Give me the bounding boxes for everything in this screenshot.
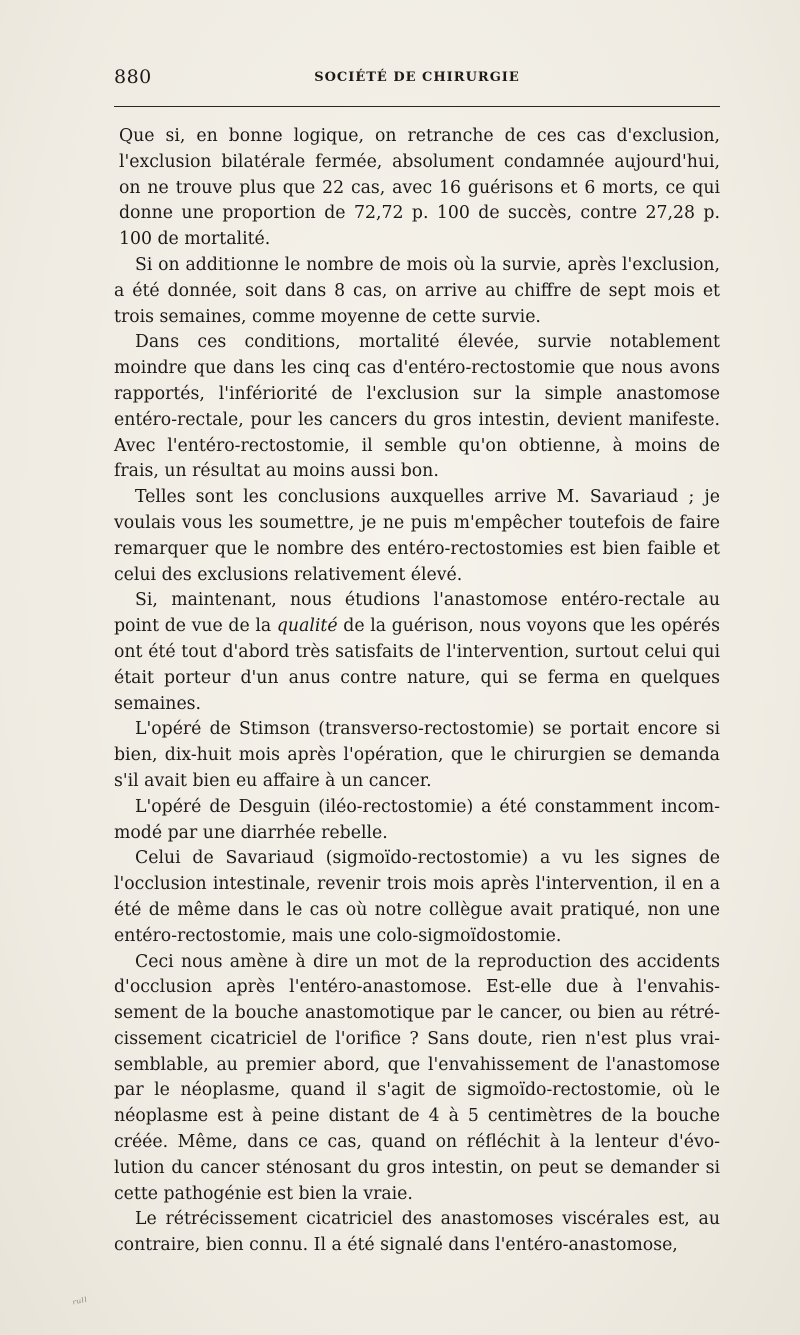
paragraph-1: Que si, en bonne logique, on retranche de ces cas d'exclusion, l'exclusion bilatérale fermée, absolument condamnée aujourd'hui, on ne trouve plus que 22 cas, avec 16 guérisons et 6 morts, ce qui donne une proportion de 72,72 p. 100 de succès, contre 27,28 p. 100 de mortalité. — [119, 126, 720, 250]
paragraph-2: Si on additionne le nombre de mois où la survie, après l'exclusion, a été donnée, soit dans 8 cas, on arrive au chiffre de sept mois et trois semaines, comme moyenne de cette survie. — [114, 254, 720, 327]
paragraph-8: Celui de Savariaud (sigmoïdo-rectostomie) a vu les signes de l'occlusion intestinale, revenir trois mois après l'intervention, il en a été de même dans le cas où notre collègue avait pratiqué, non une entéro-rectostomie, mais une colo-sigmoïdostomie. — [114, 848, 720, 946]
header-rule — [114, 106, 720, 107]
paragraph-5-before: Si, maintenant, nous étudions l'anastomose entéro-rectale au point de vue de la — [114, 590, 720, 637]
body-text — [114, 124, 720, 1259]
page-header — [114, 66, 720, 96]
paragraph-7: L'opéré de Desguin (iléo-rectostomie) a été constamment incommodé par une diarrhée rebelle. — [114, 796, 720, 843]
pencil-annotation: ᵣᵤₗₗ — [70, 1290, 89, 1308]
paragraph-5-after: de la guérison, nous voyons que les opérés ont été tout d'abord très satisfaits de l'intervention, surtout celui qui était porteur d'un anus contre nature, qui se ferma en quelques semaines. — [114, 616, 721, 714]
paragraph-6: L'opéré de Stimson (transverso-rectostomie) se portait encore si bien, dix-huit mois après l'opération, que le chirurgien se demanda s'il avait bien eu affaire à un cancer. — [114, 719, 720, 791]
page-number: 880 — [114, 66, 152, 88]
paragraph-3: Dans ces conditions, mortalité élevée, survie notablement moindre que dans les cinq cas d'entéro-rectostomie que nous avons rapportés, l'infériorité de l'exclusion sur la simple anastomose entéro-rectale, pour les cancers du gros intestin, devient manifeste. Avec l'entéro-rectostomie, il semble qu'on obtienne, à moins de frais, un résultat au moins aussi bon. — [114, 332, 720, 482]
paragraph-9: Ceci nous amène à dire un mot de la reproduction des accidents d'occlusion après l'entéro-anastomose. Est-elle due à l'envahissement de la bouche anastomotique par le cancer, ou bien au rétrécissement cicatriciel de l'orifice ? Sans doute, rien n'est plus vraisemblable, au premier abord, que l'envahissement de l'anastomose par le néoplasme, quand il s'agit de sigmoïdo-rectostomie, où le néoplasme est à peine distant de 4 à 5 centimètres de la bouche créée. Même, dans ce cas, quand on réfléchit à la lenteur d'évolution du cancer sténosant du gros intestin, on peut se demander si cette pathogénie est bien la vraie. — [114, 951, 720, 1204]
emphasis-qualite: qualité — [276, 616, 338, 637]
paragraph-5 — [114, 588, 720, 717]
paragraph-4: Telles sont les conclusions auxquelles arrive M. Savariaud ; je voulais vous les soumettre, je ne puis m'empêcher toutefois de faire remarquer que le nombre des entéro-rectostomies est bien faible et celui des exclusions relativement élevé. — [114, 487, 720, 585]
paragraph-10: Le rétrécissement cicatriciel des anastomoses viscérales est, au contraire, bien connu. Il a été signalé dans l'entéro-anastomose, — [114, 1209, 720, 1256]
running-title: SOCIÉTÉ DE CHIRURGIE — [314, 70, 520, 85]
